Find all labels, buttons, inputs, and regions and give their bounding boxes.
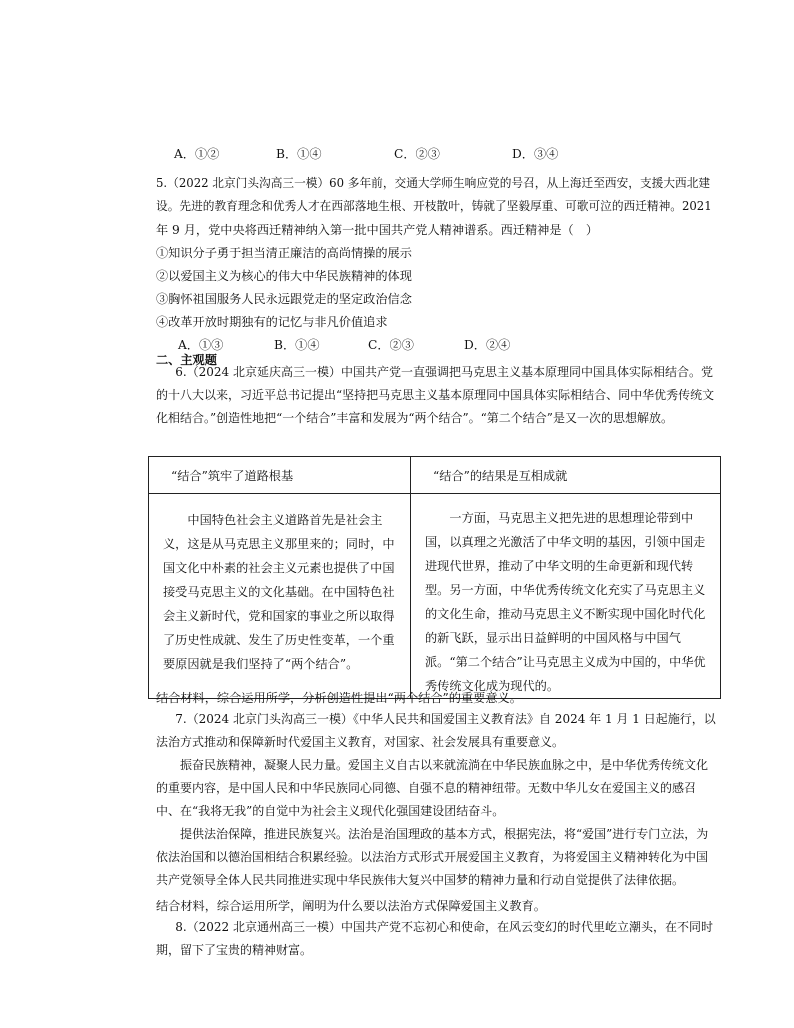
q5-stem-line-3: 年 9 月，党中央将西迁精神纳入第一批中国共产党人精神谱系。西迁精神是（ ） — [156, 223, 599, 237]
q6-table-left-body: 中国特色社会主义道路首先是社会主义，这是从马克思主义那里来的；同时，中国文化中朴素的社会主义元素也提供了中国接受马克思主义的文化基础。在中国特色社会主义新时代，党和国家的事业之所以取得了历史性成就、发生了历史性变革，一个重要原因就是我们坚持了“两个结合”。 — [149, 494, 411, 699]
q6-material-table — [148, 456, 721, 699]
q7-stem: 7.（2024 北京门头沟高三一模）《中华人民共和国爱国主义教育法》自 2024 年 1 月 1 日起施行，以法治方式推动和保障新时代爱国主义教育，对国家、社会发展具有重要意义。 — [156, 712, 716, 749]
q5-item-4: ④改革开放时期独有的记忆与非凡价值追求 — [156, 315, 388, 329]
q5-option-c: C．②③ — [368, 338, 414, 352]
q4-option-c: C．②③ — [394, 147, 440, 161]
q5-item-2: ②以爱国主义为核心的伟大中华民族精神的体现 — [156, 269, 412, 283]
q7-paragraph-1: 振奋民族精神，凝聚人民力量。爱国主义自古以来就流淌在中华民族血脉之中，是中华优秀传统文化的重要内容，是中国人民和中华民族同心同德、自强不息的精神纽带。无数中华儿女在爱国主义的感召中、在“我将无我”的自觉中为社会主义现代化强国建设团结奋斗。 — [156, 758, 709, 818]
q8-stem: 8.（2022 北京通州高三一模）中国共产党不忘初心和使命，在风云变幻的时代里屹立潮头，在不同时期，留下了宝贵的精神财富。 — [156, 920, 713, 957]
q4-option-a: A．①② — [174, 147, 220, 161]
q6-table-left-header: “结合”筑牢了道路根基 — [149, 457, 411, 494]
q5-option-b: B．①④ — [274, 338, 320, 352]
q4-options — [174, 145, 558, 162]
q6-stem: 6.（2024 北京延庆高三一模）中国共产党一直强调把马克思主义基本原理同中国具体实际相结合。党的十八大以来，习近平总书记提出“坚持把马克思主义基本原理同中国具体实际相结合、同中华优秀传统文化相结合。”创造性地把“一个结合”丰富和发展为“两个结合”。“第二个结合”是又一次的思想解放。 — [156, 365, 715, 425]
q5-item-1: ①知识分子勇于担当清正廉洁的高尚情操的展示 — [156, 246, 412, 260]
q7-paragraph-2: 提供法治保障，推进民族复兴。法治是治国理政的基本方式，根据宪法，将“爱国”进行专门立法，为依法治国和以德治国相结合积累经验。以法治方式形式开展爱国主义教育，为将爱国主义精神转化为中国共产党领导全体人民共同推进实现中华民族伟大复兴中国梦的精神力量和行动自觉提供了法律依据。 — [156, 827, 709, 887]
q7-question: 结合材料，综合运用所学，阐明为什么要以法治方式保障爱国主义教育。 — [156, 899, 546, 913]
q5-stem-line-1: 5.（2022 北京门头沟高三一模）60 多年前，交通大学师生响应党的号召，从上海迁至西安，支援大西北建 — [156, 176, 711, 190]
q4-option-d: D．③④ — [512, 147, 559, 161]
q6-table-right-body: 一方面，马克思主义把先进的思想理论带到中国，以真理之光激活了中华文明的基因，引领中国走进现代世界，推动了中华文明的生命更新和现代转型。另一方面，中华优秀传统文化充实了马克思主义的文化生命，推动马克思主义不断实现中国化时代化的新飞跃，显示出日益鲜明的中国风格与中国气派。“第二个结合”让马克思主义成为中国的，中华优秀传统文化成为现代的。 — [411, 494, 721, 699]
q6-table-right-header: “结合”的结果是互相成就 — [411, 457, 721, 494]
q5-option-a: A．①③ — [178, 338, 224, 352]
q4-option-b: B．①④ — [276, 147, 322, 161]
q6-question: 结合材料，综合运用所学，分析创造性提出“两个结合”的重要意义。 — [156, 691, 522, 705]
q5-item-3: ③胸怀祖国服务人民永远跟党走的坚定政治信念 — [156, 292, 412, 306]
q5-stem-line-2: 设。先进的教育理念和优秀人才在西部落地生根、开枝散叶，铸就了坚毅厚重、可歌可泣的西迁精神。2021 — [156, 199, 712, 213]
section-2-heading: 二、主观题 — [156, 353, 217, 367]
q5-options — [178, 336, 510, 353]
q5-option-d: D．②④ — [464, 338, 511, 352]
